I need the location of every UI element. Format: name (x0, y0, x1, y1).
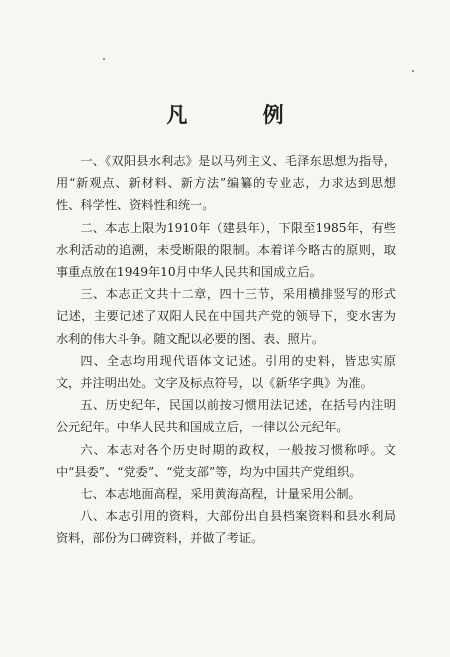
paragraph-7: 七、本志地面高程，采用黄海高程，计量采用公制。 (80, 487, 361, 502)
paragraph-5: 五、历史纪年，民国以前按习惯用法记述，在括号内注明公元纪年。中华人民共和国成立后，一律以公元纪年。 (56, 398, 396, 435)
paragraph-8: 八、本志引用的资料，大部份出自县档案资料和县水利局资料，部份为口碑资料，并做了考证。 (56, 509, 396, 546)
page-title: 凡 例 (166, 102, 318, 127)
scan-speck (103, 58, 105, 60)
paragraph-1: 一、《双阳县水利志》是以马列主义、毛泽东思想为指导，用“新观点、新材料、新方法”编纂的专业志，力求达到思想性、科学性、资料性和统一。 (56, 154, 396, 213)
paragraph-2: 二、本志上限为1910年（建县年），下限至1985年，有些水利活动的追溯，未受断限的限制。本着详今略古的原则，取事重点放在1949年10月中华人民共和国成立后。 (56, 220, 396, 280)
paragraph-4: 四、全志均用现代语体文记述。引用的史料，皆忠实原文，并注明出处。文字及标点符号，以《新华字典》为准。 (56, 353, 396, 391)
paragraph-6: 六、本志对各个历史时期的政权，一般按习惯称呼。文中“县委”、“党委”、“党支部”等，均为中国共产党组织。 (56, 442, 396, 479)
paragraph-3: 三、本志正文共十二章，四十三节，采用横排竖写的形式记述，主要记述了双阳人民在中国共产党的领导下，变水害为水利的伟大斗争。随文配以必要的图、表、照片。 (56, 287, 396, 346)
scan-speck (412, 70, 414, 72)
body-text (56, 150, 396, 550)
